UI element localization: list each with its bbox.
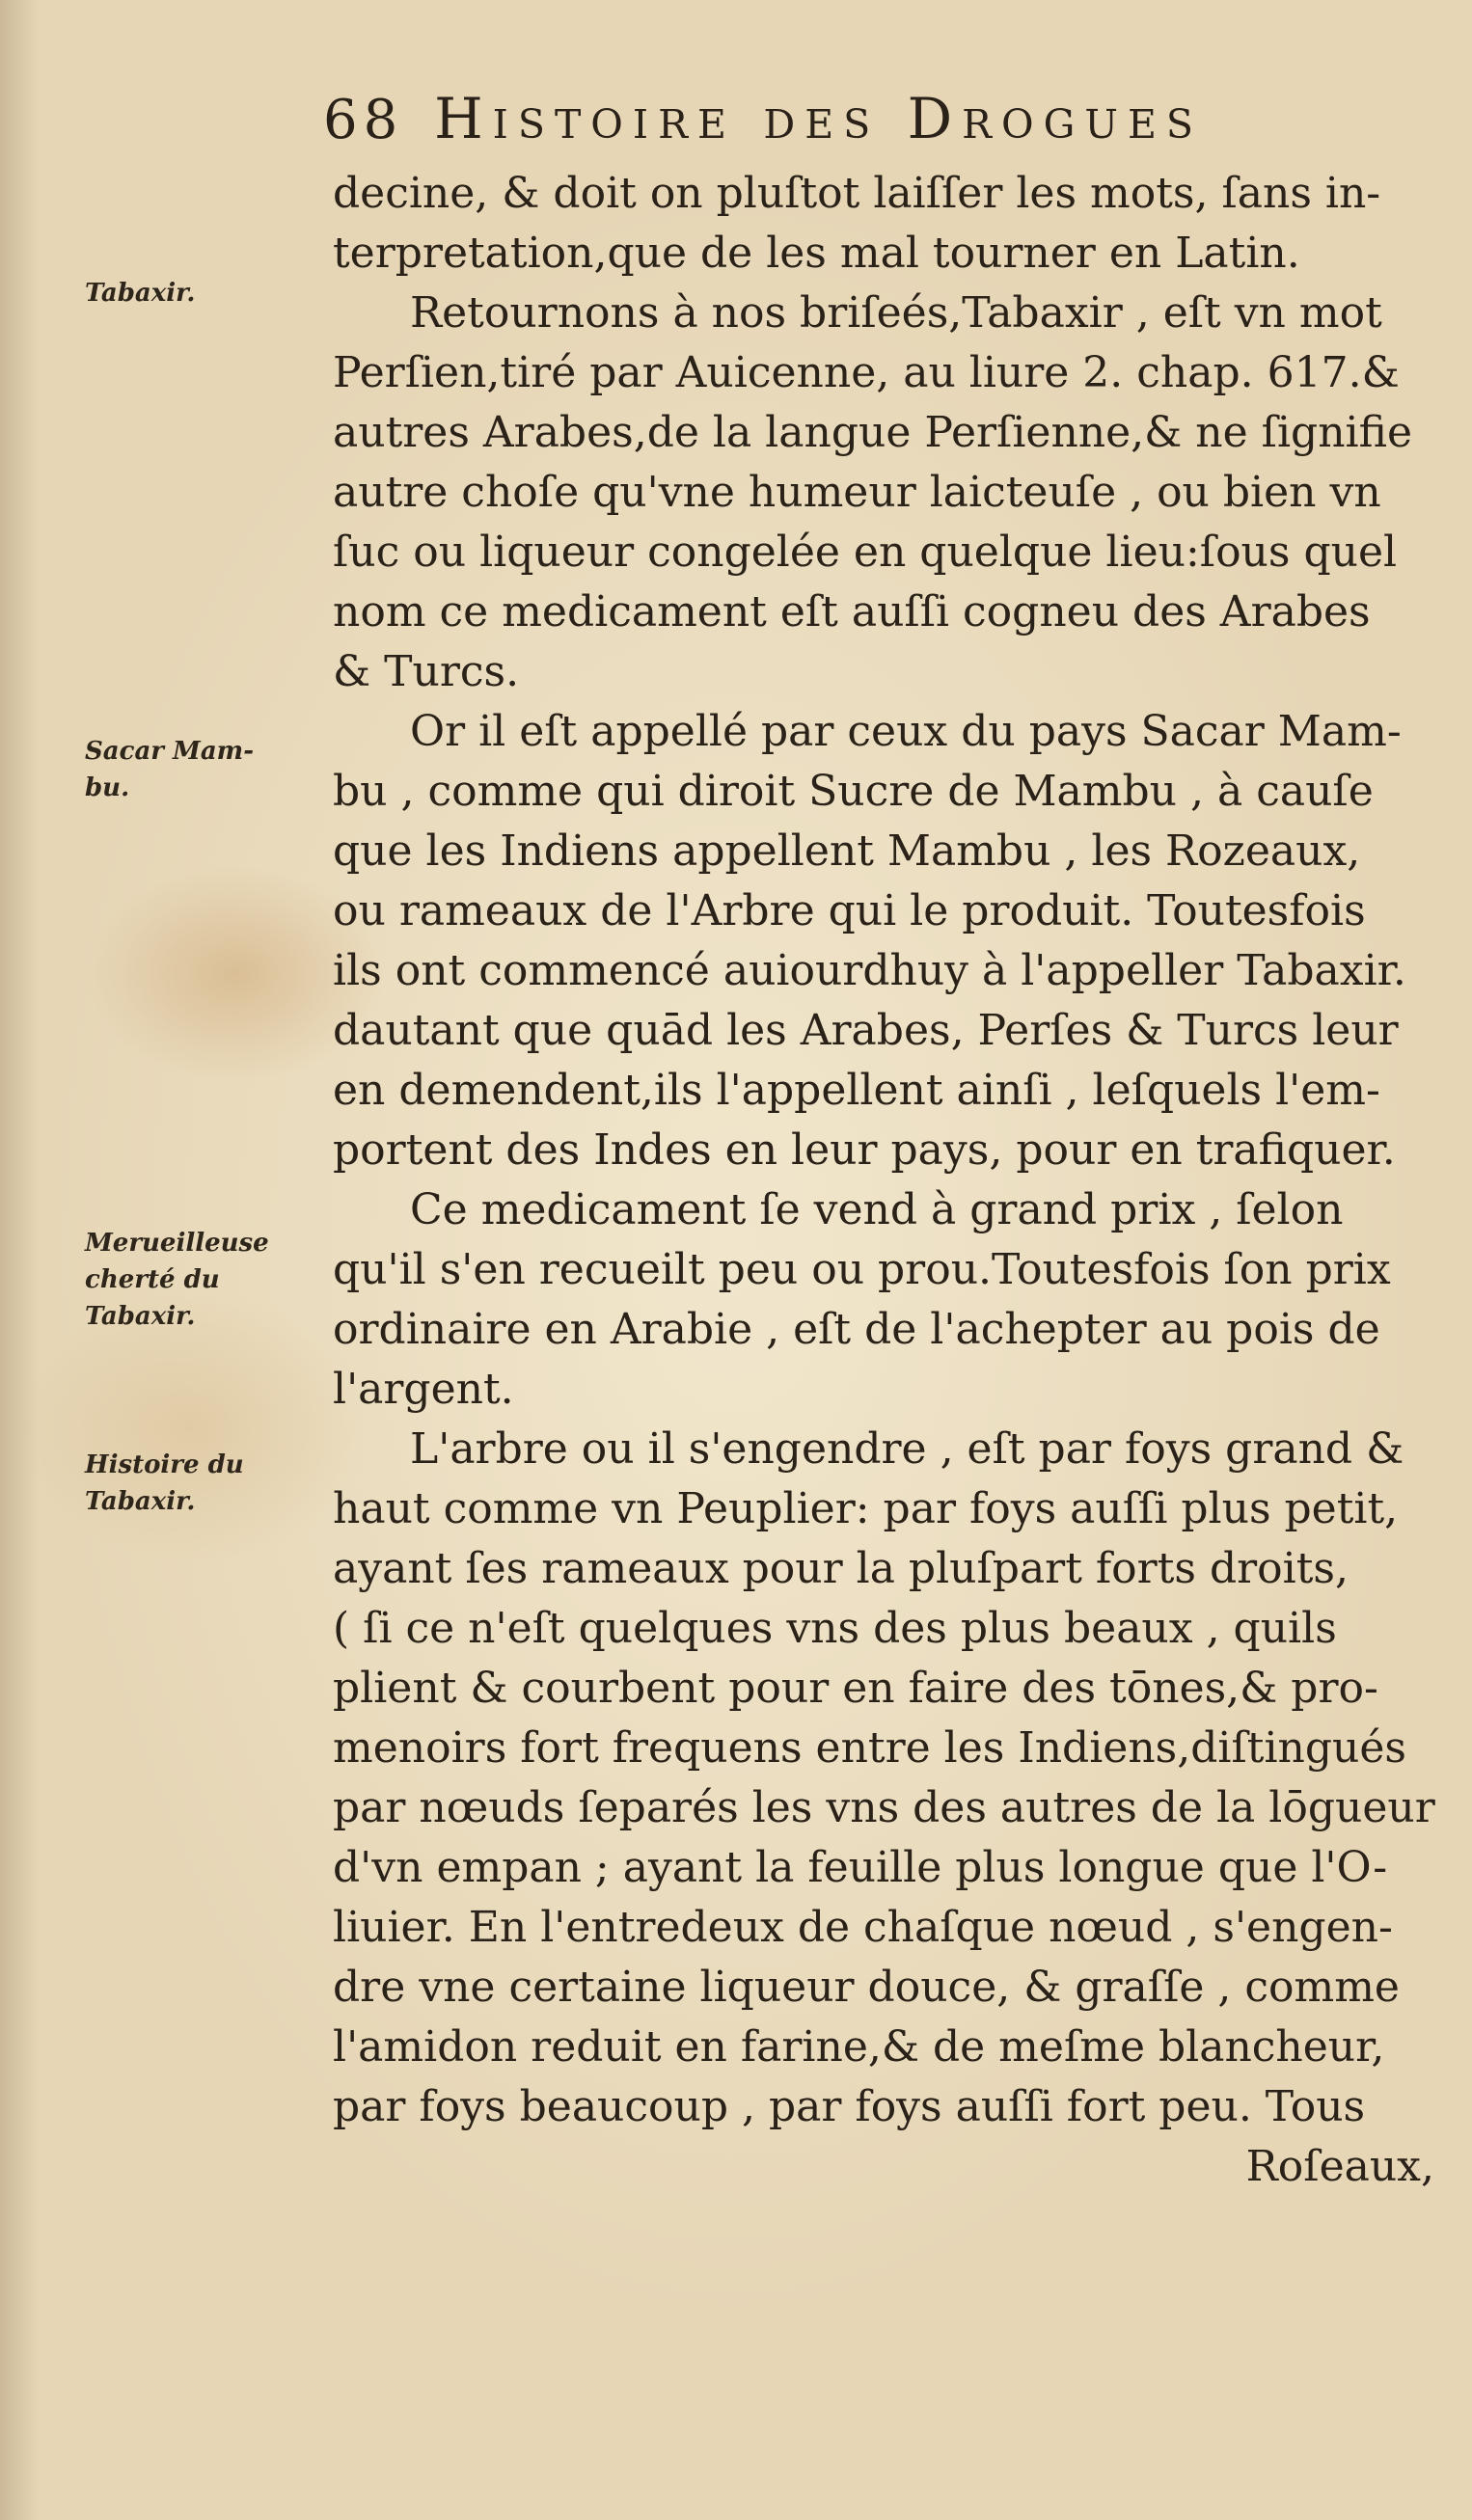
margin-note-line: Tabaxir. <box>85 279 196 308</box>
text-line: dre vne certaine liqueur douce, & graſſe , comme <box>333 1963 1400 2012</box>
text-line: Ce medicament ſe vend à grand prix , ſelon <box>410 1185 1344 1234</box>
margin-note-line: Tabaxir. <box>85 1487 196 1516</box>
text-line: autre choſe qu'vne humeur laicteuſe , ou bien vn <box>333 468 1381 517</box>
text-line: autres Arabes,de la langue Perſienne,& ne ſignifie <box>333 408 1412 457</box>
page-edge-shadow <box>0 0 39 2520</box>
text-line: d'vn empan ; ayant la feuille plus longue que l'O- <box>333 1843 1388 1892</box>
margin-note-line: Histoire du <box>85 1450 244 1479</box>
page-number: 68 <box>323 89 404 151</box>
text-line: par nœuds ſeparés les vns des autres de la lōgueur <box>333 1783 1435 1832</box>
text-line: ils ont commencé auiourdhuy à l'appeller Tabaxir. <box>333 946 1406 995</box>
text-line: l'argent. <box>333 1365 514 1414</box>
body-text <box>333 164 1442 2197</box>
text-line: bu , comme qui diroit Sucre de Mambu , à cauſe <box>333 767 1374 816</box>
text-line: dautant que quād les Arabes, Perſes & Turcs leur <box>333 1006 1399 1055</box>
text-line: ſuc ou liqueur congelée en quelque lieu:ſous quel <box>333 528 1398 577</box>
text-line: qu'il s'en recueilt peu ou prou.Toutesfois ſon prix <box>333 1245 1391 1294</box>
text-line: menoirs fort frequens entre les Indiens,diſtingués <box>333 1723 1406 1773</box>
text-line: ayant ſes rameaux pour la pluſpart forts droits, <box>333 1544 1349 1593</box>
text-line: ou rameaux de l'Arbre qui le produit. Toutesfois <box>333 886 1366 935</box>
text-line: decine, & doit on pluſtot laiſſer les mots, ſans in- <box>333 169 1381 218</box>
text-line: ( ſi ce n'eſt quelques vns des plus beaux , quils <box>333 1604 1337 1653</box>
text-line: l'amidon reduit en farine,& de meſme blancheur, <box>333 2022 1385 2072</box>
text-line: nom ce medicament eſt auſſi cogneu des Arabes <box>333 587 1371 637</box>
text-line: ordinaire en Arabie , eſt de l'achepter au pois de <box>333 1305 1380 1354</box>
catchword: Roſeaux, <box>1245 2142 1434 2191</box>
text-line: & Turcs. <box>333 647 520 696</box>
margin-note-tabaxir <box>85 275 326 312</box>
text-line: Perſien,tiré par Auicenne, au liure 2. chap. 617.& <box>333 348 1400 397</box>
running-title: Histoire des Drogues <box>434 86 1203 151</box>
text-line: haut comme vn Peuplier: par foys auſſi plus petit, <box>333 1484 1399 1533</box>
margin-note-line: Merueilleuse <box>85 1229 269 1258</box>
text-line: en demendent,ils l'appellent ainſi , leſquels l'em- <box>333 1066 1380 1115</box>
margin-note-line: cherté du <box>85 1265 220 1294</box>
margin-note-line: bu. <box>85 773 130 802</box>
text-line: liuier. En l'entredeux de chaſque nœud , s'engen- <box>333 1903 1393 1952</box>
margin-note-histoire <box>85 1447 326 1520</box>
running-header <box>323 75 1346 162</box>
text-line: portent des Indes en leur pays, pour en trafiquer. <box>333 1125 1396 1175</box>
margin-note-line: Tabaxir. <box>85 1302 196 1331</box>
margin-note-cherte <box>85 1225 326 1335</box>
text-line: Or il eſt appellé par ceux du pays Sacar Mam- <box>410 707 1402 756</box>
margin-note-sacar-mambu <box>85 733 326 806</box>
text-line: par foys beaucoup , par foys auſſi fort peu. Tous <box>333 2082 1366 2131</box>
text-line: L'arbre ou il s'engendre , eſt par foys grand & <box>410 1424 1404 1474</box>
text-line: que les Indiens appellent Mambu , les Rozeaux, <box>333 826 1361 876</box>
text-line: plient & courbent pour en faire des tōnes,& pro- <box>333 1664 1378 1713</box>
text-line: Retournons à nos briſeés,Tabaxir , eſt vn mot <box>410 288 1382 338</box>
margin-note-line: Sacar Mam- <box>85 737 254 766</box>
text-line: terpretation,que de les mal tourner en Latin. <box>333 229 1300 278</box>
